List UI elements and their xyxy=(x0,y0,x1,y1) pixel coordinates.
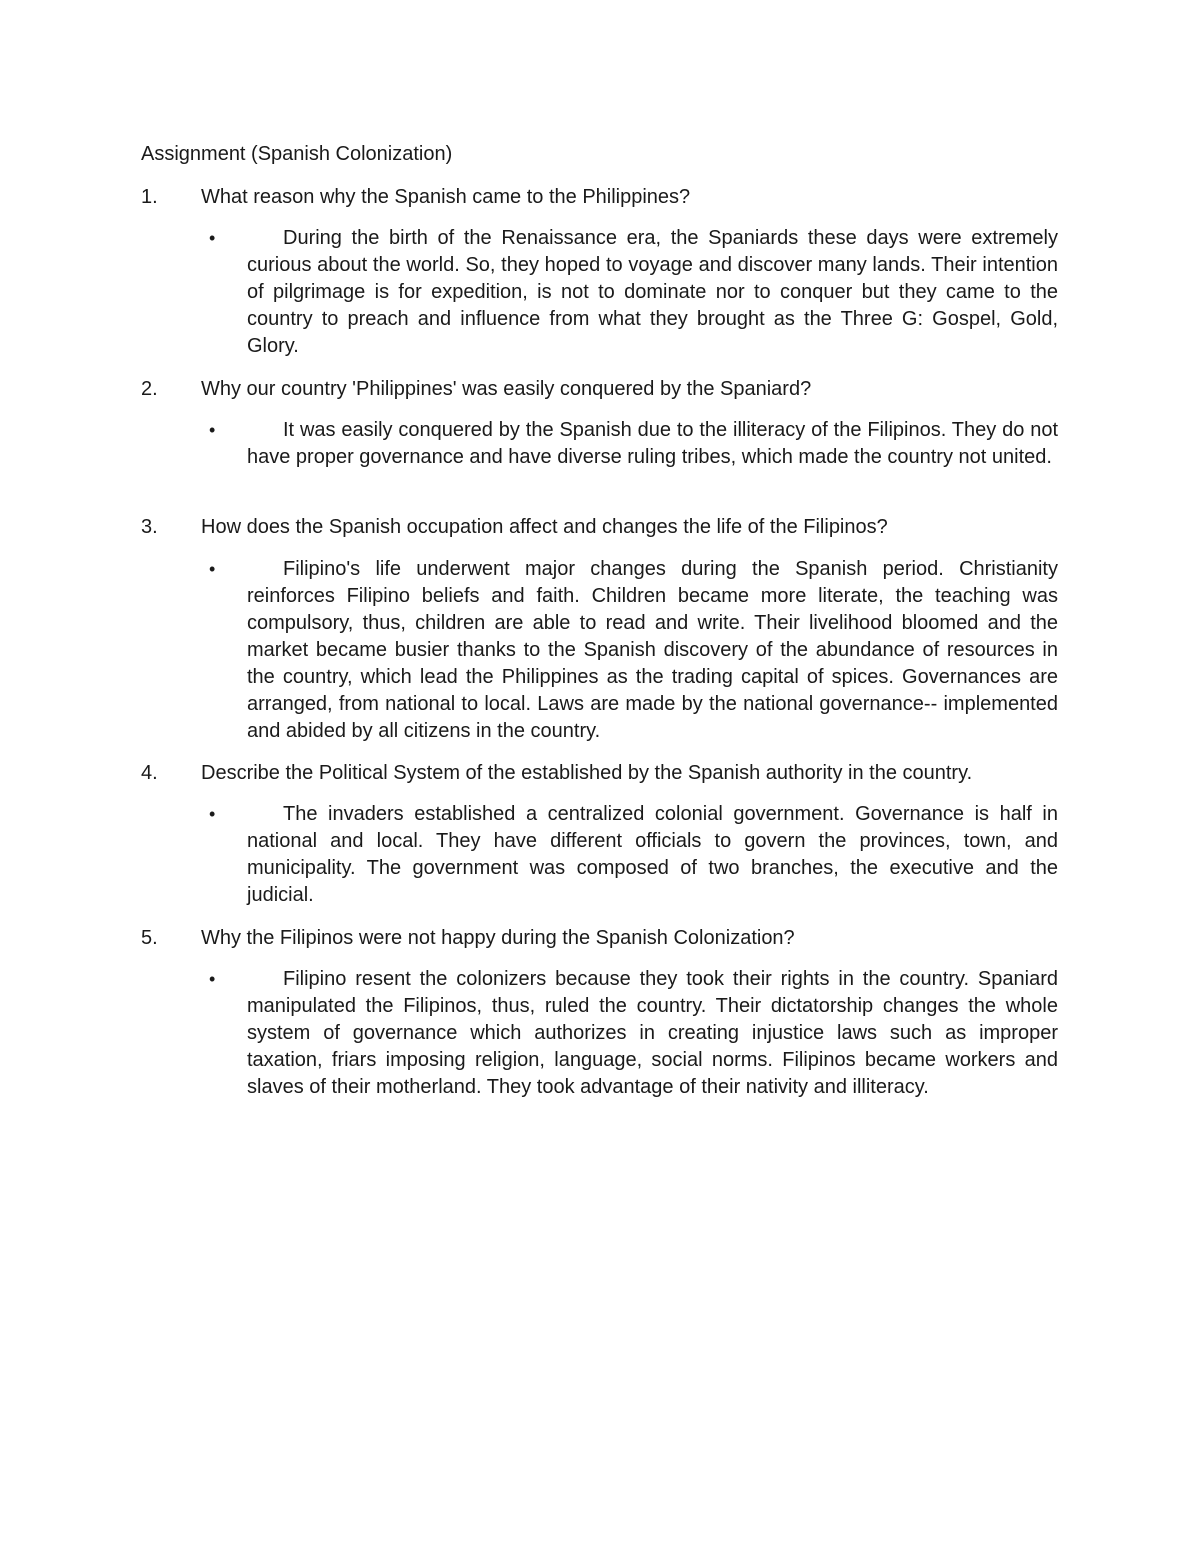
answer-2 xyxy=(209,417,1058,471)
bullet-icon: • xyxy=(209,420,216,440)
question-number: 5. xyxy=(141,927,158,949)
question-number: 2. xyxy=(141,378,158,400)
answer-text: During the birth of the Renaissance era, the Spaniards these days were extremely curious about the world. So, they hoped to voyage and discover many lands. Their intention of pilgrimage is for expedition, is not to dominate nor to conquer but they came to the country to preach and influence from what they brought as the Three G: Gospel, Gold, Glory. xyxy=(247,227,1058,357)
answer-text: Filipino resent the colonizers because they took their rights in the country. Spaniard manipulated the Filipinos, thus, ruled the country. Their dictatorship changes the whole system of governance which authorizes in creating injustice laws such as improper taxation, friars imposing religion, language, social norms. Filipinos became workers and slaves of their motherland. They took advantage of their nativity and illiteracy. xyxy=(247,968,1058,1098)
question-number: 4. xyxy=(141,762,158,784)
document-title: Assignment (Spanish Colonization) xyxy=(141,143,453,165)
question-text: How does the Spanish occupation affect and changes the life of the Filipinos? xyxy=(201,516,888,538)
answer-text: Filipino's life underwent major changes during the Spanish period. Christianity reinforces Filipino beliefs and faith. Children became more literate, the teaching was compulsory, thus, children are able to read and write. Their livelihood bloomed and the market became busier thanks to the Spanish discovery of the abundance of resources in the country, which lead the Philippines as the trading capital of spices. Governances are arranged, from national to local. Laws are made by the national governance-- implemented and abided by all citizens in the country. xyxy=(247,558,1058,742)
bullet-icon: • xyxy=(209,559,216,579)
question-text: Why our country 'Philippines' was easily conquered by the Spaniard? xyxy=(201,378,812,400)
answer-3 xyxy=(209,556,1058,745)
bullet-icon: • xyxy=(209,804,216,824)
answer-text: The invaders established a centralized colonial government. Governance is half in national and local. They have different officials to govern the provinces, town, and municipality. The government was composed of two branches, the executive and the judicial. xyxy=(247,803,1058,906)
answer-1 xyxy=(209,225,1058,360)
question-text: Why the Filipinos were not happy during the Spanish Colonization? xyxy=(201,927,795,949)
question-number: 3. xyxy=(141,516,158,538)
bullet-icon: • xyxy=(209,969,216,989)
bullet-icon: • xyxy=(209,228,216,248)
answer-5 xyxy=(209,966,1058,1101)
answer-text: It was easily conquered by the Spanish due to the illiteracy of the Filipinos. They do not have proper governance and have diverse ruling tribes, which made the country not united. xyxy=(247,419,1058,468)
question-text: What reason why the Spanish came to the Philippines? xyxy=(201,186,691,208)
answer-4 xyxy=(209,801,1058,909)
question-number: 1. xyxy=(141,186,158,208)
question-text: Describe the Political System of the established by the Spanish authority in the country. xyxy=(201,762,973,784)
